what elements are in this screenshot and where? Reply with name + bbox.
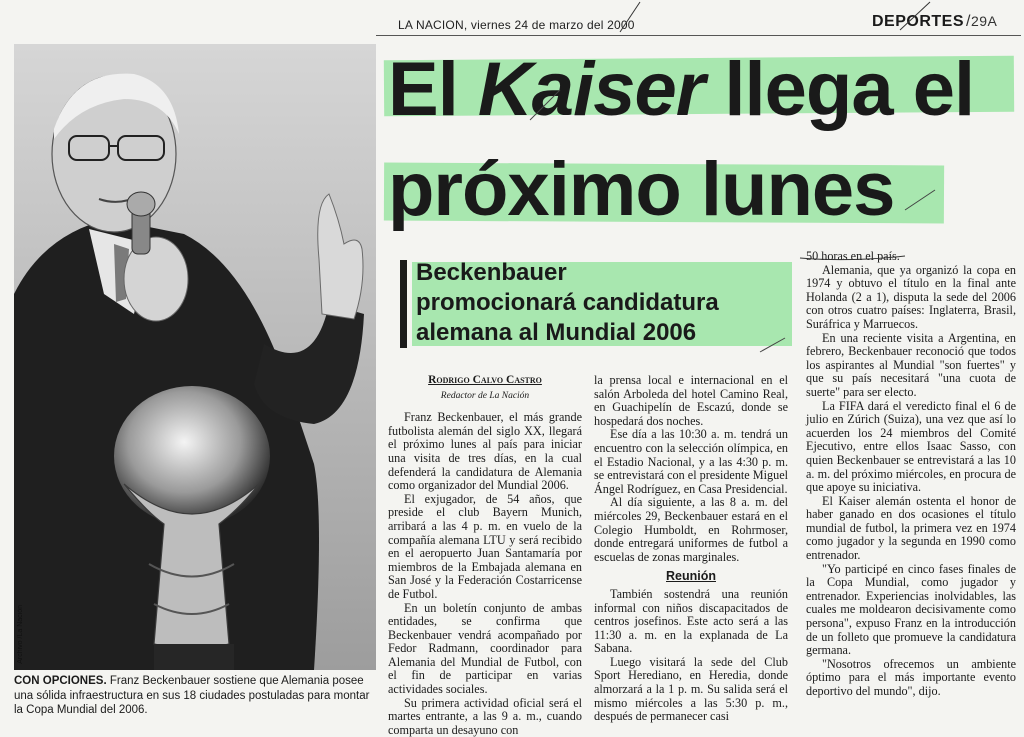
paragraph: En un boletín conjunto de ambas entidades, se confirma que Beckenbauer vendrá acompañado por Fedor Radmann, coordinador para Alemania del Mundial de Futbol, con el fin de participar en varias actividades sociales. [388,600,582,697]
paragraph: la prensa local e internacional en el salón Arboleda del hotel Camino Real, en Guachipelín de Escazú, donde se hospedará dos noches. [594,373,788,428]
portrait-with-trophy-photo [14,44,376,670]
headline-kaiser: Kaiser [477,47,705,132]
paragraph: Luego visitará la sede del Club Sport Herediano, en Heredia, donde almorzará a la 1 p. m. Su salida será el mismo miércoles a las 5:30 p. m., después de permanecer casi [594,654,788,724]
paragraph: La FIFA dará el veredicto final el 6 de julio en Zúrich (Suiza), una vez que así lo acuerden los 24 miembros del Comité Ejecutivo, entre ellos Isaac Sasso, con quien Beckenbauer se entrevistará a las 10 a. m. del próximo miércoles, en procura de que apoye su iniciativa. [806,398,1016,495]
caption-text: Franz Beckenbauer sostiene que Alemania posee una sólida infraestructura en sus 18 ciudades postuladas para montar la Copa Mundial del 2006. [14,675,370,716]
photo-caption [14,674,376,718]
beckenbauer-photo [14,44,376,670]
headline-line-2: próximo lunes [388,147,895,232]
article-column-3 [806,250,1016,699]
headline-line-1: El Kaiser llega el [388,47,975,132]
dateline: LA NACION, viernes 24 de marzo del 2000 [398,18,635,32]
page-number: 29A [970,13,998,29]
section-separator: / [966,13,971,30]
paragraph: En una reciente visita a Argentina, en febrero, Beckenbauer reconoció que todos los aspirantes al Mundial "son fuertes" y que su país necesitará "una cuota de suerte" para ser electo. [806,330,1016,399]
deck-line-1: Beckenbauer [416,259,567,286]
caption-lead: CON OPCIONES. [14,675,107,687]
paragraph: El exjugador, de 54 años, que preside el club Bayern Munich, arribará a las 4 p. m. en vuelo de la compañía alemana LTU y será recibido en el aeropuerto Juan Santamaría por miembros de la Embajada alemana en San José y la Federación Costarricense de Futbol. [388,491,582,601]
paragraph: También sostendrá una reunión informal con niños discapacitados de centros josefinos. Este acto será a las 11:30 a. m. en la explanada de La Sabana. [594,586,788,656]
byline-role: Redactor de La Nación [440,390,530,401]
deck-line-2: promocionará candidatura [416,289,719,316]
paragraph: Su primera actividad oficial será el martes entrante, a las 9 a. m., cuando comparta un desayuno con [388,695,582,737]
header-rule [376,35,1021,36]
deck-bar [400,260,407,348]
section-title: DEPORTES [872,13,965,30]
section-label [872,13,997,31]
byline-name: Rodrigo Calvo Castro [428,374,542,386]
paragraph: Franz Beckenbauer, el más grande futbolista alemán del siglo XX, llegará el próximo lunes al país para iniciar una visita de tres días, en la cual defenderá la candidatura de Alemania como organizador del Mundial 2006. [388,410,582,493]
paragraph: Ese día a las 10:30 a. m. tendrá un encuentro con la selección olímpica, en el Estadio Nacional, y a las 4:30 p. m. se entrevistará con el presidente Miguel Ángel Rodríguez, en Casa Presidencial. [594,427,788,496]
deck [416,258,796,348]
article-column-2 [594,374,788,724]
deck-line-3: alemana al Mundial 2006 [416,319,697,346]
photo-credit: Archivo /La Nación [17,605,24,664]
subhead-reunion: Reunión [666,569,716,584]
paragraph: El Kaiser alemán ostenta el honor de haber ganado en dos ocasiones el título mundial de futbol, la primera vez en 1974 como jugador y la segunda en 1990 como entrenador. [806,493,1016,563]
article-column-1 [388,374,582,737]
paragraph: "Yo participé en cinco fases finales de la Copa Mundial, como jugador y entrenador. Experiencias inolvidables, las cuales me moldearon decisivamente como persona", expuso Franz en la introducción de un folleto que promueve la candidatura germana. [806,561,1016,658]
headline [388,40,1020,240]
paragraph: Alemania, que ya organizó la copa en 1974 y obtuvo el título en la final ante Holanda (2 a 1), disputa la sede del 2006 con otros cuatro países: Inglaterra, Brasil, Suráfrica y Marruecos. [806,262,1016,331]
paragraph: 50 horas en el país. [806,249,900,263]
paragraph: Al día siguiente, a las 8 a. m. del miércoles 29, Beckenbauer estará en el Colegio Humboldt, en Rohrmoser, donde entregará uniformes de futbol a escuelas de zonas marginales. [594,495,788,564]
paragraph: "Nosotros ofrecemos un ambiente óptimo para el más importante evento deportivo del mundo", dijo. [806,656,1016,698]
